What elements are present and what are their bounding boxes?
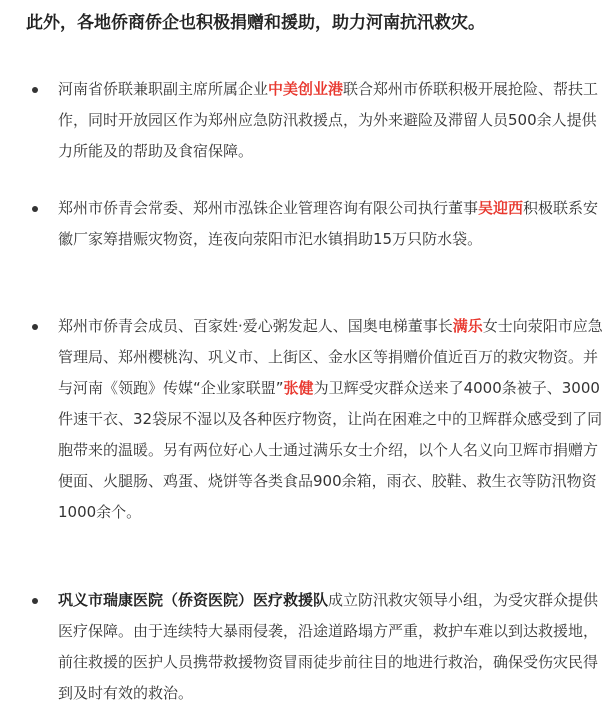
item-text: 联合郑州市侨联积极开展抢险、帮扶工作，同时开放园区作为郑州应急防汛救援点，为外来避险及滞留人员500余人提供力所能及的帮助及食宿保障。 <box>58 80 599 160</box>
highlight-name: 中美创业港 <box>268 80 344 98</box>
bullet-icon <box>32 324 38 330</box>
list-item <box>58 74 603 167</box>
highlight-name: 张健 <box>283 379 314 397</box>
item-text: 积极联系安徽厂家筹措赈灾物资，连夜向荥阳市汜水镇捐助15万只防水袋。 <box>58 199 599 248</box>
bullet-icon <box>32 206 38 212</box>
bold-name: 巩义市瑞康医院（侨资医院）医疗救援队 <box>58 591 329 609</box>
item-text: 为卫辉受灾群众送来了4000条被子、3000件速干衣、32袋尿不湿以及各种医疗物资，让尚在困难之中的卫辉群众感受到了同胞带来的温暖。另有两位好心人士通过满乐女士介绍，以个人名义向卫辉市捐赠方便面、火腿肠、鸡蛋、烧饼等各类食品900余箱，雨衣、胶鞋、救生衣等防汛物资1000余个。 <box>58 379 603 521</box>
item-text: 河南省侨联兼职副主席所属企业 <box>58 80 269 98</box>
item-text: 成立防汛救灾领导小组，为受灾群众提供医疗保障。由于连续特大暴雨侵袭，沿途道路塌方严重，救护车难以到达救援地，前往救援的医护人员携带救援物资冒雨徒步前往目的地进行救治，确保受伤灾民得到及时有效的救治。 <box>58 591 599 702</box>
bullet-icon <box>32 87 38 93</box>
list-item <box>58 311 603 528</box>
bullet-icon <box>32 598 38 604</box>
item-text: 郑州市侨青会常委、郑州市泓铢企业管理咨询有限公司执行董事 <box>58 199 479 217</box>
item-text: 郑州市侨青会成员、百家姓·爱心粥发起人、国奥电梯董事长 <box>58 317 453 335</box>
highlight-name: 满乐 <box>452 317 483 335</box>
section-heading: 此外，各地侨商侨企也积极捐赠和援助，助力河南抗汛救灾。 <box>26 13 485 33</box>
list-item <box>58 193 603 255</box>
item-text: 女士向荥阳市应急管理局、郑州樱桃沟、巩义市、上街区、金水区等捐赠价值近百万的救灾物资。并与河南《领跑》传媒“企业家联盟” <box>58 317 603 397</box>
highlight-name: 吴迎西 <box>478 199 524 217</box>
list-item <box>58 585 603 709</box>
